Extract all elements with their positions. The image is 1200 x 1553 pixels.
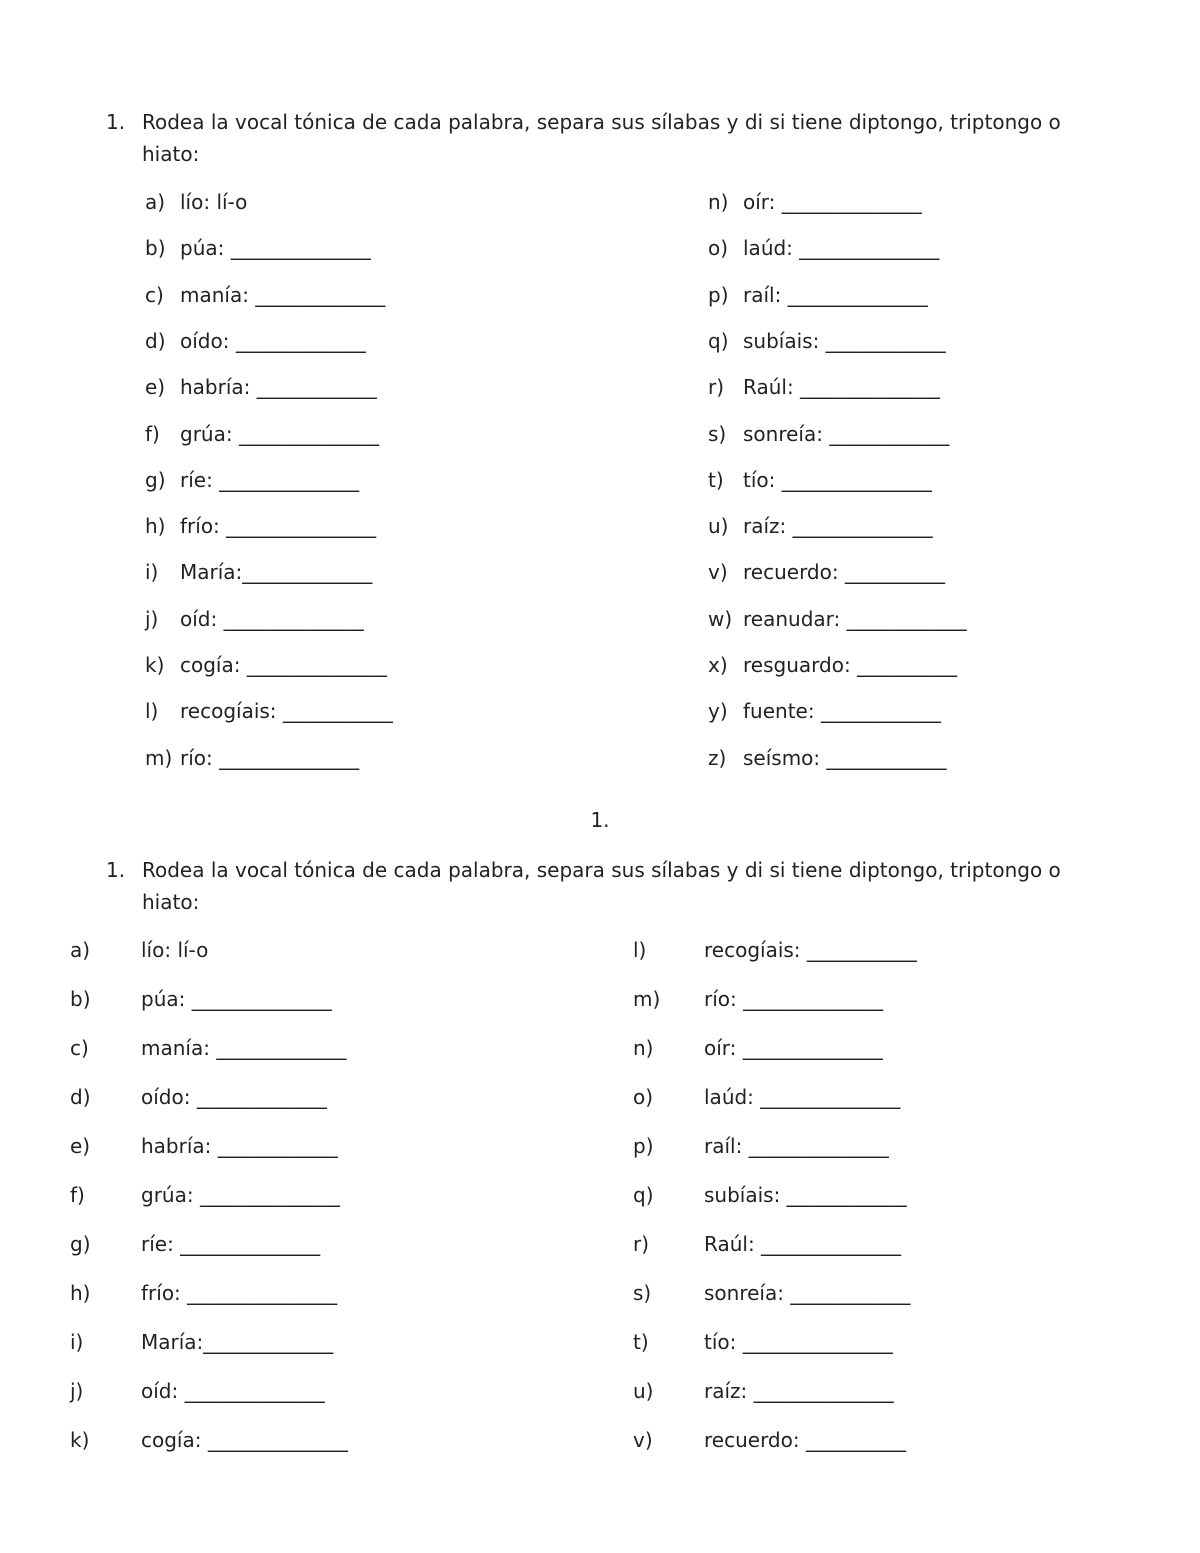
item-letter: u) [708, 514, 729, 539]
item-word: cogía: ______________ [141, 1428, 348, 1452]
item-word: ríe: ______________ [141, 1232, 321, 1256]
item-word: reanudar: ____________ [743, 606, 967, 631]
item-word: seísmo: ____________ [743, 745, 947, 770]
item-word: cogía: ______________ [180, 653, 387, 677]
item-word: oído: _____________ [180, 328, 366, 353]
item-letter: f) [70, 1183, 85, 1207]
item-letter: w) [708, 606, 733, 631]
item-letter: v) [708, 560, 728, 585]
item-word: lío: lí-o [141, 938, 209, 962]
item-word: raíl: ______________ [743, 282, 928, 307]
item-letter: r) [708, 375, 725, 400]
item-word: frío: _______________ [141, 1281, 338, 1305]
item-letter: j) [70, 1379, 84, 1403]
item-letter: f) [145, 421, 160, 446]
item-letter: u) [633, 1379, 654, 1403]
item-word: oíd: ______________ [141, 1379, 325, 1403]
item-letter: n) [708, 190, 729, 214]
item-letter: c) [70, 1036, 89, 1060]
item-word: sonreía: ____________ [704, 1281, 911, 1305]
item-word: laúd: ______________ [704, 1085, 901, 1109]
item-letter: m) [145, 745, 173, 770]
item-word: María:_____________ [141, 1330, 334, 1354]
item-letter: s) [708, 421, 727, 446]
item-letter: q) [708, 328, 729, 353]
item-word: subíais: ____________ [704, 1183, 907, 1207]
item-letter: t) [708, 467, 724, 492]
item-letter: l) [145, 699, 159, 724]
item-word: ríe: ______________ [180, 467, 360, 492]
item-word: oír: ______________ [704, 1036, 883, 1060]
item-word: subíais: ____________ [743, 328, 946, 353]
item-word: recogíais: ___________ [180, 699, 393, 724]
item-letter: x) [708, 653, 728, 677]
item-word: frío: _______________ [180, 514, 377, 539]
item-letter: e) [70, 1134, 91, 1158]
item-word: recuerdo: __________ [743, 560, 945, 585]
item-word: oíd: ______________ [180, 606, 364, 631]
page-number: 1. [590, 808, 610, 832]
item-letter: j) [145, 606, 159, 631]
item-word: oído: _____________ [141, 1085, 327, 1109]
item-word: recogíais: ___________ [704, 938, 917, 962]
item-word: habría: ____________ [180, 375, 377, 400]
item-word: resguardo: __________ [743, 653, 958, 677]
item-word: tío: _______________ [743, 467, 932, 492]
question-instruction: Rodea la vocal tónica de cada palabra, separa sus sílabas y di si tiene diptongo, triptongo o hiato: [142, 858, 1061, 914]
item-word: raíz: ______________ [704, 1379, 894, 1403]
item-letter: s) [633, 1281, 652, 1305]
item-letter: a) [145, 190, 166, 214]
question-instruction: Rodea la vocal tónica de cada palabra, separa sus sílabas y di si tiene diptongo, triptongo o hiato: [142, 110, 1061, 166]
item-letter: c) [145, 282, 164, 307]
item-word: lío: lí-o [180, 190, 248, 214]
item-word: laúd: ______________ [743, 236, 940, 261]
item-letter: p) [633, 1134, 654, 1158]
item-letter: y) [708, 699, 728, 724]
item-letter: g) [70, 1232, 91, 1256]
item-letter: h) [145, 514, 166, 539]
question-number: 1. [106, 110, 126, 134]
item-word: manía: _____________ [180, 282, 386, 307]
item-letter: k) [145, 653, 165, 677]
item-letter: n) [633, 1036, 654, 1060]
item-letter: l) [633, 938, 647, 962]
item-letter: i) [145, 560, 159, 585]
item-word: oír: ______________ [743, 190, 922, 214]
item-letter: p) [708, 282, 729, 307]
item-word: raíz: ______________ [743, 514, 933, 539]
item-word: manía: _____________ [141, 1036, 347, 1060]
item-word: Raúl: ______________ [743, 375, 941, 400]
item-letter: i) [70, 1330, 84, 1354]
item-letter: g) [145, 467, 166, 492]
item-letter: a) [70, 938, 91, 962]
item-word: fuente: ____________ [743, 699, 941, 724]
item-word: tío: _______________ [704, 1330, 893, 1354]
item-letter: k) [70, 1428, 90, 1452]
item-word: púa: ______________ [141, 987, 332, 1011]
item-letter: b) [145, 236, 166, 261]
item-letter: h) [70, 1281, 91, 1305]
item-letter: q) [633, 1183, 654, 1207]
item-letter: e) [145, 375, 166, 400]
item-letter: m) [633, 987, 661, 1011]
item-word: grúa: ______________ [141, 1183, 340, 1207]
item-word: habría: ____________ [141, 1134, 338, 1158]
item-word: raíl: ______________ [704, 1134, 889, 1158]
question-number: 1. [106, 858, 126, 882]
item-word: recuerdo: __________ [704, 1428, 906, 1452]
item-word: María:_____________ [180, 560, 373, 585]
item-letter: o) [633, 1085, 654, 1109]
item-letter: t) [633, 1330, 649, 1354]
item-letter: d) [70, 1085, 91, 1109]
item-word: río: ______________ [704, 987, 884, 1011]
item-word: grúa: ______________ [180, 421, 379, 446]
item-letter: v) [633, 1428, 653, 1452]
item-word: río: ______________ [180, 745, 360, 770]
item-letter: d) [145, 328, 166, 353]
item-word: púa: ______________ [180, 236, 371, 261]
item-letter: b) [70, 987, 91, 1011]
item-letter: o) [708, 236, 729, 261]
item-letter: z) [708, 745, 727, 770]
item-word: Raúl: ______________ [704, 1232, 902, 1256]
item-letter: r) [633, 1232, 650, 1256]
item-word: sonreía: ____________ [743, 421, 950, 446]
